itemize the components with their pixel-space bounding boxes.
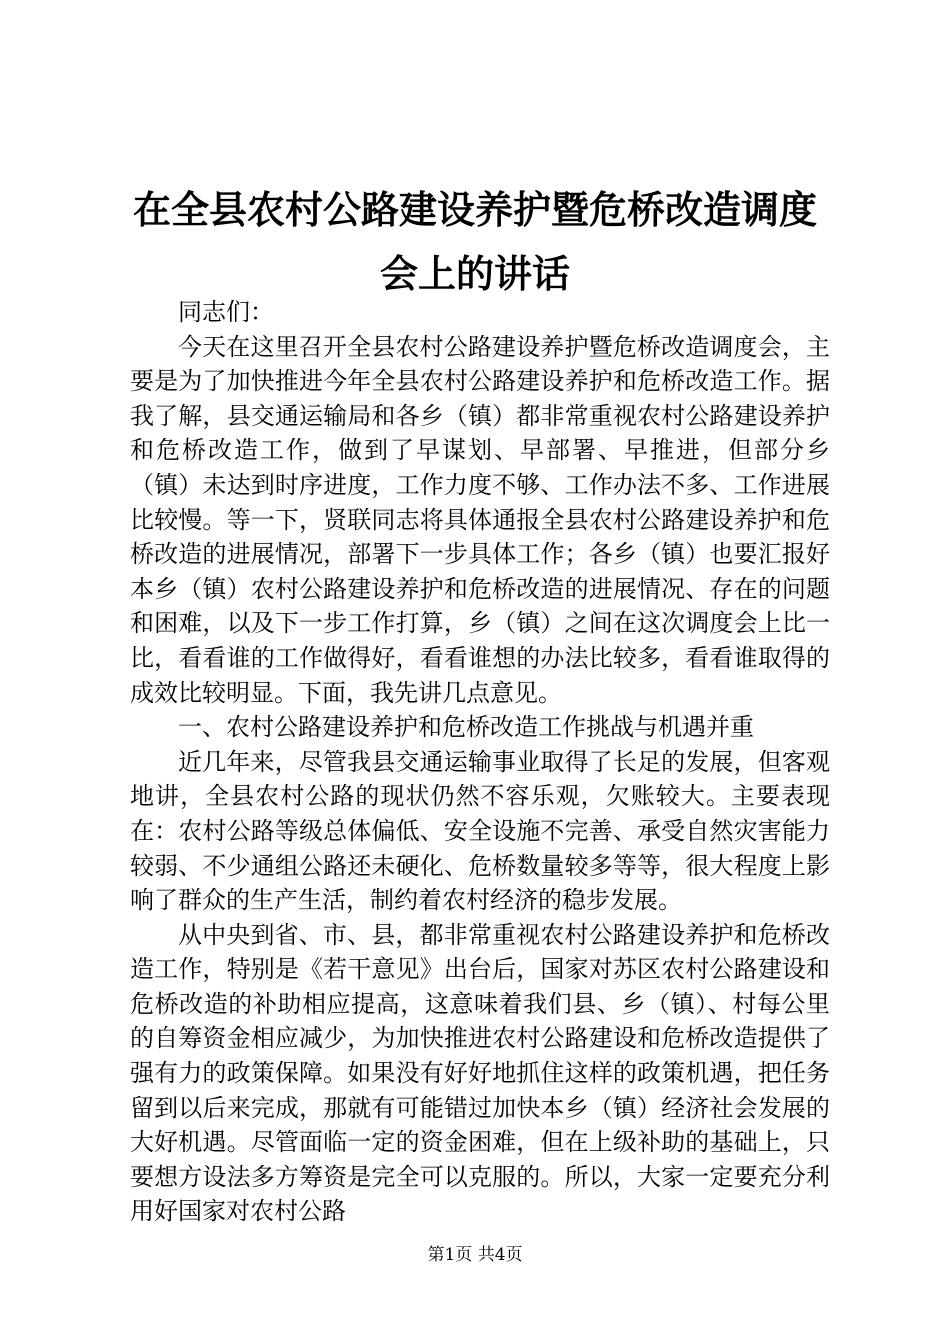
salutation: 同志们： bbox=[178, 298, 274, 326]
body-paragraph: 近几年来，尽管我县交通运输事业取得了长足的发展，但客观地讲，全县农村公路的现状仍然不容乐观，欠账较大。主要表现在：农村公路等级总体偏低、安全设施不完善、承受自然灾害能力较弱、不少通组公路还未硬化、危桥数量较多等等，很大程度上影响了群众的生产生活，制约着农村经济的稳步发展。 bbox=[130, 747, 830, 915]
body-paragraph: 从中央到省、市、县，都非常重视农村公路建设养护和危桥改造工作，特别是《若干意见》出台后，国家对苏区农村公路建设和危桥改造的补助相应提高，这意味着我们县、乡（镇）、村每公里的自筹资金相应减少，为加快推进农村公路建设和危桥改造提供了强有力的政策保障。如果没有好好地抓住这样的政策机遇，把任务留到以后来完成，那就有可能错过加快本乡（镇）经济社会发展的大好机遇。尽管面临一定的资金困难，但在上级补助的基础上，只要想方设法多方筹资是完全可以克服的。所以，大家一定要充分利用好国家对农村公路 bbox=[130, 920, 830, 1226]
document-body bbox=[130, 295, 830, 1229]
body-paragraph: 今天在这里召开全县农村公路建设养护暨危桥改造调度会，主要是为了加快推进今年全县农村公路建设养护和危桥改造工作。据我了解，县交通运输局和各乡（镇）都非常重视农村公路建设养护和危桥改造工作，做到了早谋划、早部署、早推进，但部分乡（镇）未达到时序进度，工作力度不够、工作办法不多、工作进展比较慢。等一下，贤联同志将具体通报全县农村公路建设养护和危桥改造的进展情况，部署下一步具体工作；各乡（镇）也要汇报好本乡（镇）农村公路建设养护和危桥改造的进展情况、存在的问题和困难，以及下一步工作打算，乡（镇）之间在这次调度会上比一比，看看谁的工作做得好，看看谁想的办法比较多，看看谁取得的成效比较明显。下面，我先讲几点意见。 bbox=[130, 332, 830, 707]
section-heading: 一、农村公路建设养护和危桥改造工作挑战与机遇并重 bbox=[178, 713, 754, 742]
document-title: 在全县农村公路建设养护暨危桥改造调度会上的讲话 bbox=[132, 188, 817, 296]
page-number-footer: 第1页 共4页 bbox=[427, 1245, 523, 1265]
